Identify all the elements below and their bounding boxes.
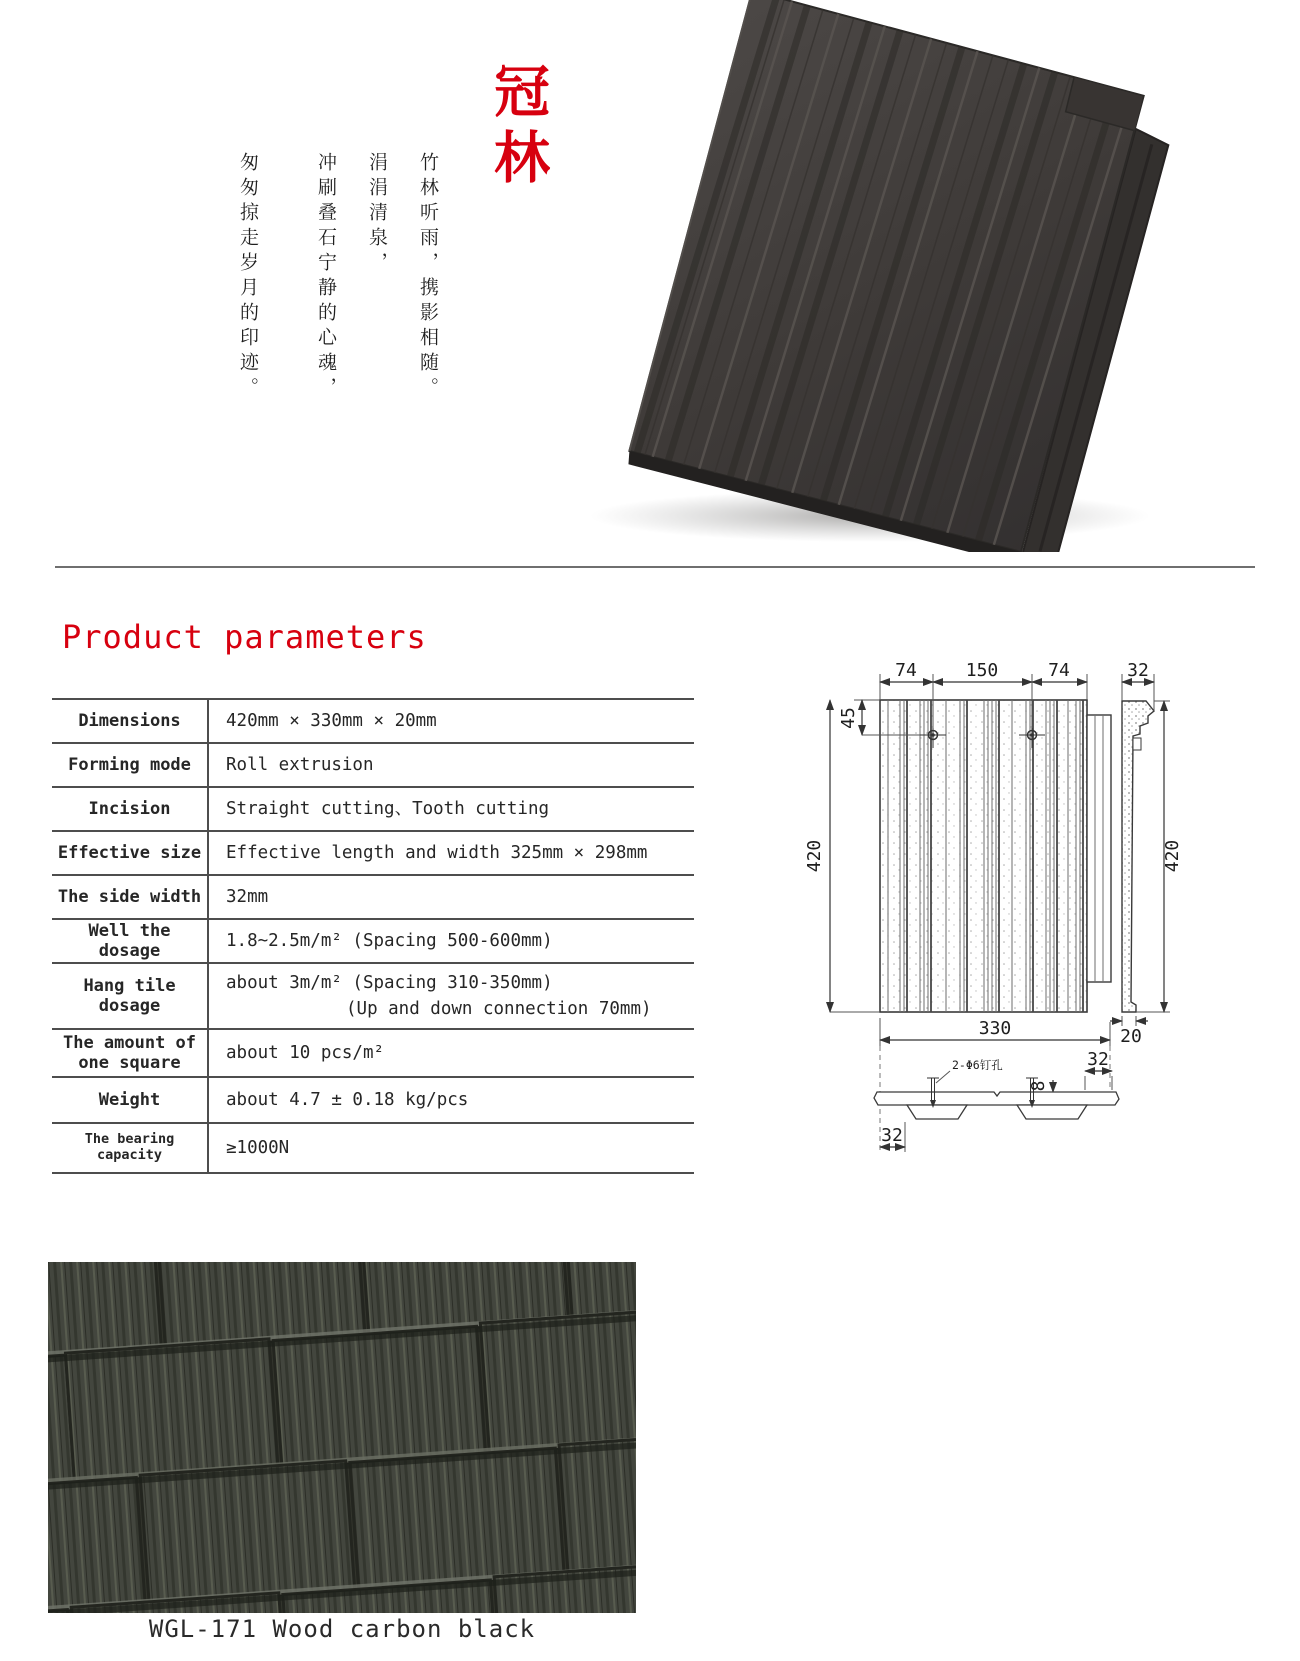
table-row (52, 1124, 694, 1174)
table-row (52, 1030, 694, 1078)
product-photo (560, 0, 1200, 552)
row-value-text: about 10 pcs/m² (226, 1042, 385, 1063)
brand-title: 冠林 (485, 62, 551, 194)
table-row (52, 876, 694, 920)
row-label: Forming mode (52, 744, 209, 786)
section-divider (55, 566, 1255, 568)
section-view (874, 1092, 1119, 1105)
dim-8: 8 (1028, 1080, 1049, 1092)
dim-420-left: 420 (804, 839, 825, 873)
poem-block (222, 152, 453, 452)
poem-line: 涓涓清泉， (366, 152, 388, 277)
dim-32-top: 32 (1127, 660, 1149, 681)
table-row (52, 788, 694, 832)
row-value-text: Straight cutting、Tooth cutting (226, 798, 550, 819)
row-value (209, 920, 553, 962)
row-value-text: Effective length and width 325mm × 298mm (226, 842, 648, 863)
dim-74-left: 74 (895, 660, 917, 681)
row-label: The amount of one square (52, 1030, 209, 1076)
spec-table (52, 698, 694, 1174)
row-label: Incision (52, 788, 209, 830)
row-value-text: 32mm (226, 886, 269, 907)
dim-330: 330 (978, 1018, 1012, 1039)
row-value-text: 420mm × 330mm × 20mm (226, 710, 437, 731)
row-label: Effective size (52, 832, 209, 874)
nail-hole-note: 2-Φ6钉孔 (952, 1058, 1003, 1072)
row-value (209, 1078, 468, 1122)
table-row (52, 832, 694, 876)
poem-line: 冲刷叠石宁静的心魂， (315, 152, 337, 402)
row-value (209, 1030, 384, 1076)
row-value (209, 700, 437, 742)
row-label: Dimensions (52, 700, 209, 742)
dim-32-right: 32 (1087, 1049, 1109, 1070)
row-label: The side width (52, 876, 209, 918)
table-row (52, 700, 694, 744)
row-value (209, 744, 374, 786)
dim-32-bottom: 32 (881, 1125, 903, 1146)
row-value-text: about 4.7 ± 0.18 kg/pcs (226, 1089, 469, 1110)
technical-drawing (770, 630, 1290, 1170)
table-row (52, 1078, 694, 1124)
row-value-text: (Up and down connection 70mm) (346, 999, 652, 1019)
table-row (52, 964, 694, 1030)
row-label: Well the dosage (52, 920, 209, 962)
row-value-text: Roll extrusion (226, 754, 374, 775)
dim-420-right: 420 (1162, 839, 1183, 873)
dim-150: 150 (965, 660, 999, 681)
row-label: Hang tile dosage (52, 964, 209, 1028)
dim-20: 20 (1120, 1026, 1142, 1047)
row-value (209, 1124, 289, 1172)
row-value (209, 788, 549, 830)
row-label: The bearing capacity (52, 1124, 209, 1172)
table-row (52, 744, 694, 788)
roof-photo (48, 1262, 636, 1613)
dim-74-right: 74 (1048, 660, 1070, 681)
table-row (52, 920, 694, 964)
row-value (209, 876, 268, 918)
poem-line: 竹林听雨，携影相随。 (417, 152, 439, 402)
row-value (209, 832, 647, 874)
photo-caption: WGL-171 Wood carbon black (148, 1615, 536, 1643)
row-value (209, 964, 652, 1028)
row-value-text: ≥1000N (226, 1137, 290, 1158)
section-heading: Product parameters (62, 618, 427, 656)
plan-side-tab (1087, 715, 1111, 982)
dim-45: 45 (838, 707, 859, 729)
poem-line: 匆匆掠走岁月的印迹。 (237, 152, 259, 402)
row-value-text: 1.8~2.5m/m² (Spacing 500-600mm) (226, 930, 553, 951)
row-label: Weight (52, 1078, 209, 1122)
row-value-text: about 3m/m² (Spacing 310-350mm) (226, 972, 553, 993)
